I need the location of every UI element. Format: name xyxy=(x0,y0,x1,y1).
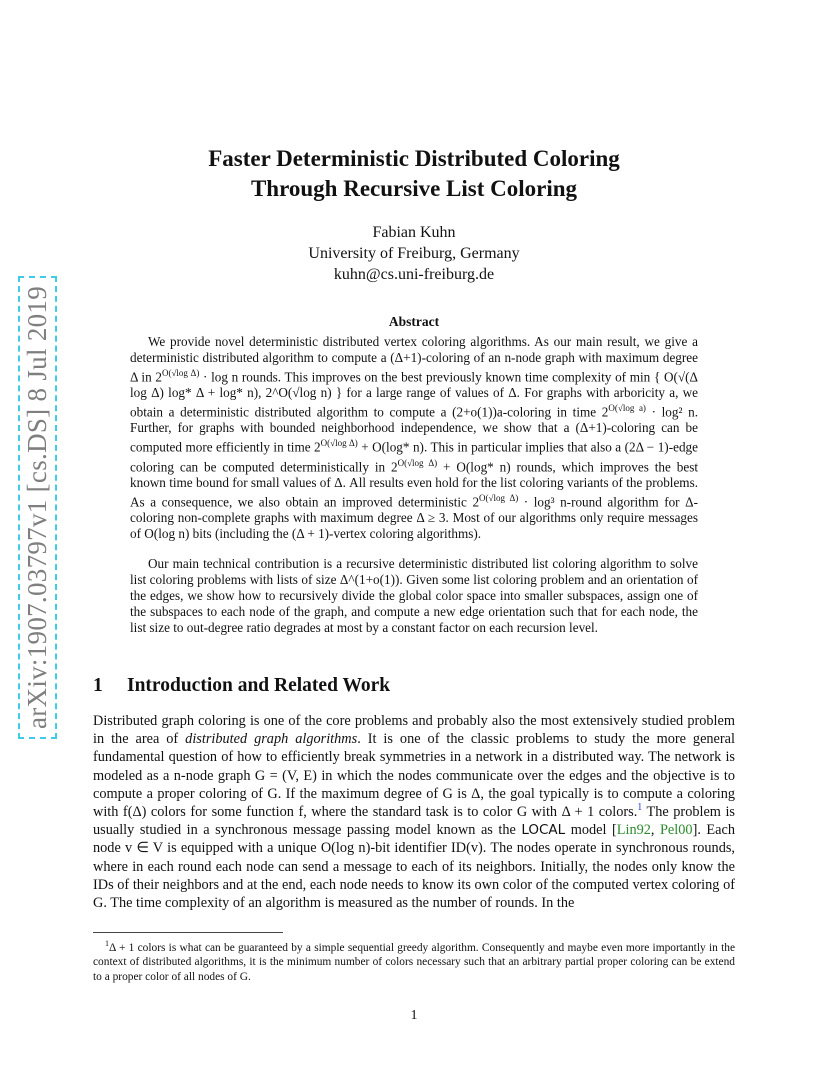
abstract-text: + O(log* n). This in particular implies that also a (2Δ − 1)-edge coloring can be computed deterministically in 2 xyxy=(130,439,698,474)
abstract-paragraph-2: Our main technical contribution is a recursive deterministic distributed list coloring algorithm to solve list coloring problems with lists of size Δ^(1+o(1)). Given some list coloring problem and an orientation of the edges, we show how to recursively divide the global color space into smaller subspaces, assign one of the subspaces to each node of the graph, and compute a new edge orientation such that for each node, the list size to out-degree ratio degrades at most by a constant factor on each recursion level. xyxy=(130,556,698,635)
abstract-text: + O(log* n) rounds, which improves the best known time bound for small values of Δ. All results even hold for the list coloring variants of the problems. As a consequence, we also obtain an improved deterministic 2 xyxy=(130,458,698,510)
min-expression: { O(√(Δ log Δ) log* Δ + log* n), 2^O(√log n) } xyxy=(130,369,698,401)
abstract-text: for a large range of values of Δ. For graphs with arboricity a, we obtain a deterministic distributed algorithm to compute a (2+o(1))a-coloring in time 2 xyxy=(130,385,698,420)
abstract-text: · log² n. Further, for graphs with bounded neighborhood independence, we show that a (Δ+1)-coloring can be computed more efficiently in time 2 xyxy=(130,404,698,455)
arxiv-stamp-text: arXiv:1907.03797v1 [cs.DS] 8 Jul 2019 xyxy=(19,275,58,738)
footnote xyxy=(93,937,735,985)
page-number: 1 xyxy=(410,1008,418,1023)
author-email: kuhn@cs.uni-freiburg.de xyxy=(333,266,495,283)
body-text: ]. Each node v ∈ V is equipped with a unique O(log n)-bit identifier ID(v). The nodes operate in synchronous rounds, where in each round each node can send a message to each of its neighbors. Initially, the nodes only know the IDs of their neighbors and at the end, each node needs to know its own color of the computed vertex coloring of G. The time complexity of an algorithm is measured as the number of rounds. In the xyxy=(93,822,735,912)
footnote-text: Δ + 1 colors is what can be guaranteed by a simple sequential greedy algorithm. Consequently and maybe even more importantly in the context of distributed algorithms, it is the minimum number of colors necessary such that an arbitrary partial proper coloring can be extend to a proper color of all nodes of G. xyxy=(93,941,735,983)
author-block xyxy=(0,222,828,285)
author-affiliation: University of Freiburg, Germany xyxy=(308,245,520,262)
intro-paragraph xyxy=(93,712,735,912)
body-text: model [ xyxy=(565,822,617,839)
arxiv-identifier-stamp xyxy=(20,268,56,746)
section-title: Introduction and Related Work xyxy=(127,675,391,696)
exponent: O(√log Δ) xyxy=(320,438,358,449)
emphasis-text: distributed graph algorithms xyxy=(185,731,358,748)
title-line-1: Faster Deterministic Distributed Coloring xyxy=(208,146,620,171)
abstract-text: · log³ n-round algorithm for Δ-coloring non-complete graphs with maximum degree Δ ≥ 3. Most of our algorithms only require messages of O(log n) bits (including the (Δ + 1)-vertex coloring algorithms). xyxy=(130,494,698,541)
body-text: . It is one of the classic problems to study the more general fundamental question of how to efficiently break symmetries in a network in a distributed way. The network is modeled as a n-node graph G = (V, E) in which the nodes communicate over the edges and the objective is to compute a proper coloring of G. If the maximum degree of G is Δ, the goal typically is to compute a coloring with f(Δ) colors for some function f, where the standard task is to color G with Δ + 1 colors. xyxy=(93,731,735,821)
section-heading xyxy=(93,675,390,697)
abstract-text: · log n rounds. This improves on the best previously known time complexity of min xyxy=(199,369,654,385)
citation-separator: , xyxy=(650,822,660,839)
footnote-mark: 1 xyxy=(105,939,109,948)
section-number: 1 xyxy=(93,675,103,696)
exponent: O(√log Δ) xyxy=(479,492,519,503)
body-text: The problem is usually studied in a synchronous message passing model known as the xyxy=(93,804,735,839)
title-line-2: Through Recursive List Coloring xyxy=(250,176,578,201)
citation-link-lin92[interactable]: Lin92 xyxy=(616,822,651,839)
footnote-divider xyxy=(93,932,283,933)
exponent: O(√log Δ) xyxy=(161,367,200,378)
abstract-paragraph-1 xyxy=(130,334,698,542)
body-text: Distributed graph coloring is one of the core problems and probably also the most extensively studied problem in the area of xyxy=(93,713,735,748)
abstract-text: We provide novel deterministic distributed vertex coloring algorithms. As our main result, we give a deterministic distributed algorithm to compute a (Δ+1)-coloring of an n-node graph with maximum degree Δ in 2 xyxy=(130,334,698,385)
paper-title xyxy=(0,144,828,204)
footnote-link[interactable]: 1 xyxy=(637,802,643,814)
author-name: Fabian Kuhn xyxy=(372,224,456,241)
exponent: O(√log a) xyxy=(608,403,646,414)
model-name: LOCAL xyxy=(521,822,566,839)
citation-link-pel00[interactable]: Pel00 xyxy=(659,822,693,839)
abstract-heading: Abstract xyxy=(388,314,440,329)
exponent: O(√log Δ) xyxy=(397,457,438,468)
